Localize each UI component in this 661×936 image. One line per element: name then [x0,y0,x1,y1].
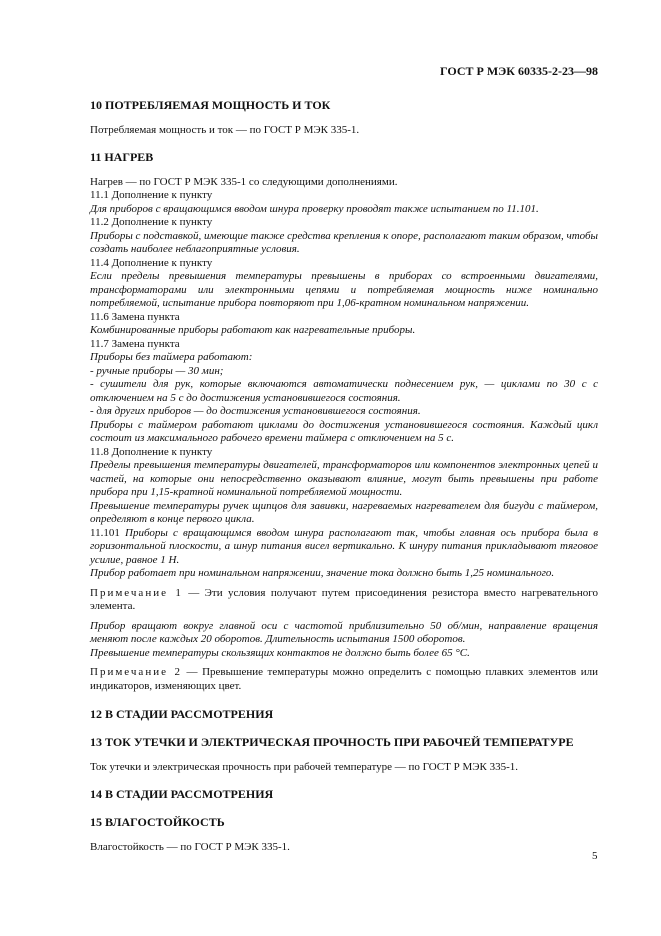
note-2-text: — Превышение температуры можно определить с помощью плавких элементов или индикаторов, изменяющих цвет. [90,666,598,692]
clause-11-7-b: - ручные приборы — 30 мин; [90,364,224,377]
clause-11-8: 11.8 Дополнение к пункту [90,445,213,458]
page-header: ГОСТ Р МЭК 60335-2-23—98 [440,64,598,78]
section-13-body: Ток утечки и электрическая прочность при рабочей температуре — по ГОСТ Р МЭК 335-1. [90,761,519,773]
clause-11-101-e: Превышение температуры скользящих контактов не должно быть более 65 °С. [90,646,470,659]
clause-11-7-c: - сушители для рук, которые включаются автоматически поднесением рук, — циклами по 30 с с отключением на 5 с до достижения установившегося состояния. [90,378,598,404]
clause-11-101-c: Прибор работает при номинальном напряжении, значение тока должно быть 1,25 номинального. [90,567,555,579]
section-10-title: 10 ПОТРЕБЛЯЕМАЯ МОЩНОСТЬ И ТОК [90,98,331,112]
clause-11-7-a: Приборы без таймера работают: [90,351,253,363]
clause-11-7: 11.7 Замена пункта [90,337,180,350]
clause-11-101-number: 11.101 [90,526,120,539]
clause-11-7-e: Приборы с таймером работают циклами до достижения установившегося состояния. Каждый цикл состоит из максимального рабочего времени таймера с отключением на 5 с. [90,418,598,444]
note-2-label: Примечание 2 [90,666,183,678]
section-11-title: 11 НАГРЕВ [90,149,154,164]
section-10-body: Потребляемая мощность и ток — по ГОСТ Р МЭК 335-1. [90,124,360,136]
clause-11-4-text: Если пределы превышения температуры превышены в приборах со встроенными двигателями, трансформаторами или электронными цепями и потребляемая мощность ниже номинально потребляемой, испытание прибора повторяют при 1,06-кратном номинальном напряжении. [90,270,598,309]
note-2 [90,666,598,693]
clause-11-6-text: Комбинированные приборы работают как нагревательные приборы. [90,324,416,336]
clause-11-101-d: Прибор вращают вокруг главной оси с частотой приблизительно 50 об/мин, направление вращения меняют после каждых 20 оборотов. Длительность испытания 1500 оборотов. [90,619,598,645]
clause-11-7-d: - для других приборов — до достижения установившегося состояния. [90,405,421,417]
note-1-text: — Эти условия получают путем присоединения резистора вместо нагревательного элемента. [90,586,598,612]
clause-11-2: 11.2 Дополнение к пункту [90,216,213,228]
page-number: 5 [592,850,598,862]
clause-11-1: 11.1 Дополнение к пункту [90,189,213,201]
clause-11-2-text: Приборы с подставкой, имеющие также средства крепления к опоре, располагают таким образом, чтобы создать наиболее неблагоприятные условия. [90,229,598,255]
clause-11-6: 11.6 Замена пункта [90,310,180,323]
clause-11-8-a: Пределы превышения температуры двигателей, трансформаторов или компонентов электронных цепей и частей, на которые они непосредственно оказывают влияние, могут быть превышены при работе прибора при 1,15-кратной номинальной потребляемой мощности. [90,459,598,498]
clause-11-101 [90,527,598,568]
section-11-intro: Нагрев — по ГОСТ Р МЭК 335-1 со следующими дополнениями. [90,175,398,188]
clause-11-4: 11.4 Дополнение к пункту [90,256,213,269]
clause-11-101-text: Приборы с вращающимся вводом шнура располагают так, чтобы главная ось прибора была в горизонтальной плоскости, а шнур питания висел вертикально. К шнуру питания прикладывают тяговое усилие, равное 1 Н. [90,526,598,566]
section-14-title: 14 В СТАДИИ РАССМОТРЕНИЯ [90,786,274,801]
section-13-title: 13 ТОК УТЕЧКИ И ЭЛЕКТРИЧЕСКАЯ ПРОЧНОСТЬ ПРИ РАБОЧЕЙ ТЕМПЕРАТУРЕ [90,735,574,749]
clause-11-1-text: Для приборов с вращающимся вводом шнура проверку проводят также испытанием по 11.101. [90,202,539,215]
section-15-body: Влагостойкость — по ГОСТ Р МЭК 335-1. [90,840,290,853]
clause-11-8-b: Превышение температуры ручек щипцов для завивки, нагреваемых нагревателем для бигуди с таймером, определяют в конце первого цикла. [90,499,598,525]
document-body [90,96,598,854]
note-1 [90,587,598,614]
note-1-label: Примечание 1 [90,586,183,599]
section-15-title: 15 ВЛАГОСТОЙКОСТЬ [90,814,225,829]
section-12-title: 12 В СТАДИИ РАССМОТРЕНИЯ [90,707,274,721]
